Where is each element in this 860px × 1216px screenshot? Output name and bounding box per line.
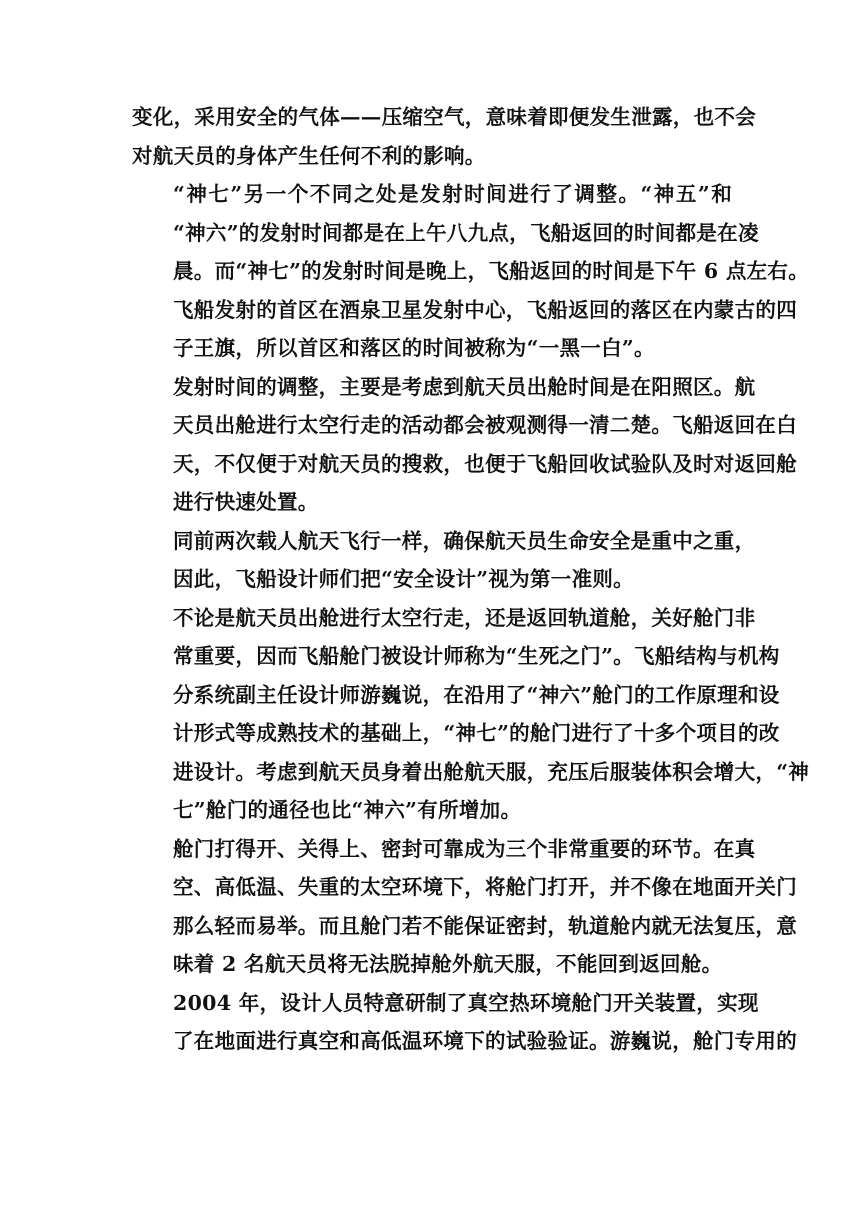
text-line: 那么轻而易举。而且舱门若不能保证密封，轨道舱内就无法复压，意 bbox=[173, 913, 797, 938]
text-line: 晨。而“神七”的发射时间是晚上，飞船返回的时间是下午 6 点左右。 bbox=[173, 259, 810, 283]
text-line: 发射时间的调整，主要是考虑到航天员出舱时间是在阳照区。航 bbox=[173, 374, 756, 399]
paragraph bbox=[132, 175, 810, 368]
text-line: 因此，飞船设计师们把“安全设计”视为第一准则。 bbox=[173, 567, 634, 591]
text-line: 进设计。考虑到航天员身着出舱航天服，充压后服装体积会增大，“神 bbox=[173, 759, 810, 784]
text-line: “神六”的发射时间都是在上午八九点，飞船返回的时间都是在凌 bbox=[173, 220, 759, 245]
text-line: 常重要，因而飞船舱门被设计师称为“生死之门”。飞船结构与机构 bbox=[173, 644, 780, 668]
paragraph bbox=[132, 368, 797, 522]
text-line: 舱门打得开、关得上、密封可靠成为三个非常重要的环节。在真 bbox=[173, 836, 756, 861]
text-line: 2004 年，设计人员特意研制了真空热环境舱门开关装置，实现 bbox=[173, 990, 759, 1015]
text-line: 七”舱门的通径也比“神六”有所增加。 bbox=[173, 798, 522, 822]
text-line: 天，不仅便于对航天员的搜救，也便于飞船回收试验队及时对返回舱 bbox=[173, 451, 797, 476]
text-line: 味着 2 名航天员将无法脱掉舱外航天服，不能回到返回舱。 bbox=[173, 952, 723, 976]
text-line: 天员出舱进行太空行走的活动都会被观测得一清二楚。飞船返回在白 bbox=[173, 413, 797, 437]
text-line: 对航天员的身体产生任何不利的影响。 bbox=[132, 143, 486, 168]
text-line: “神七”另一个不同之处是发射时间进行了调整。“神五”和 bbox=[173, 182, 732, 206]
text-line: 不论是航天员出舱进行太空行走，还是返回轨道舱，关好舱门非 bbox=[173, 605, 756, 630]
text-line: 进行快速处置。 bbox=[173, 490, 319, 514]
text-line: 子王旗，所以首区和落区的时间被称为“一黑一白”。 bbox=[173, 336, 655, 360]
text-line: 变化，采用安全的气体——压缩空气，意味着即便发生泄露，也不会 bbox=[132, 105, 756, 129]
text-line: 了在地面进行真空和高低温环境下的试验验证。游巍说，舱门专用的 bbox=[173, 1029, 797, 1053]
text-line: 计形式等成熟技术的基础上，“神七”的舱门进行了十多个项目的改 bbox=[173, 721, 780, 745]
paragraph bbox=[132, 830, 797, 984]
text-line: 同前两次载人航天飞行一样，确保航天员生命安全是重中之重， bbox=[173, 528, 756, 553]
text-line: 分系统副主任设计师游巍说，在沿用了“神六”舱门的工作原理和设 bbox=[173, 682, 780, 707]
paragraph bbox=[132, 98, 756, 175]
paragraph bbox=[132, 984, 797, 1061]
paragraph bbox=[132, 522, 756, 599]
article-body bbox=[132, 98, 810, 1061]
paragraph bbox=[132, 599, 810, 830]
text-line: 空、高低温、失重的太空环境下，将舱门打开，并不像在地面开关门 bbox=[173, 875, 797, 899]
text-line: 飞船发射的首区在酒泉卫星发射中心，飞船返回的落区在内蒙古的四 bbox=[173, 297, 797, 322]
